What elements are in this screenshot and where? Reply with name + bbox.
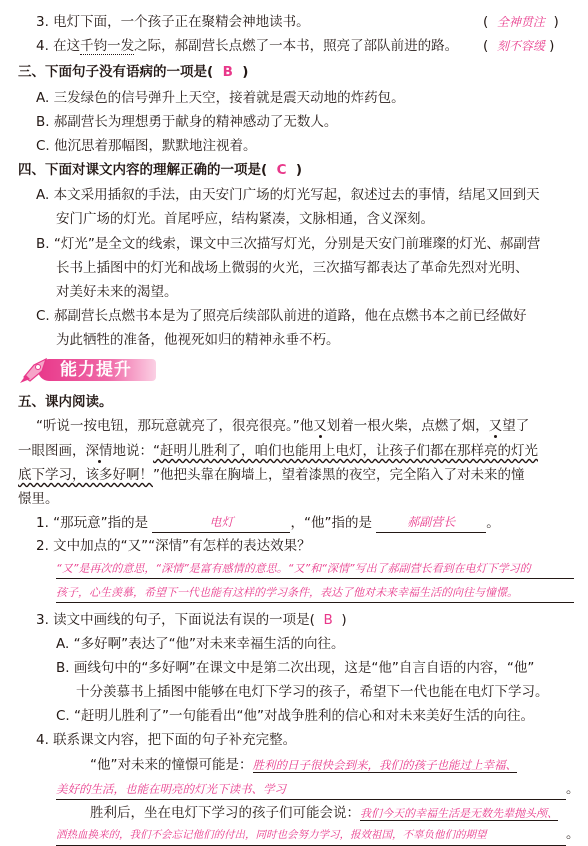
section5-title: 五、课内阅读。 — [18, 394, 113, 410]
q2-answer-line2: 孩子，心生羡慕，希望下一代也能有这样的学习条件，表达了他对未来幸福生活的向往与憧憬。 — [56, 586, 518, 599]
reading-q4: 4. 联系课文内容，把下面的句子补充完整。 — [36, 732, 297, 748]
q4-line4: 洒热血换来的，我们不会忘记他们的付出，同时也会努力学习，报效祖国，不辜负他们的期望 。 — [56, 824, 580, 846]
reading-q3: 3. 读文中画线的句子，下面说法有误的一项是( B ) — [36, 612, 347, 628]
r3-option-c: C. “赶明儿胜利了”一句能看出“他”对战争胜利的信心和对未来美好生活的向往。 — [56, 708, 534, 724]
r3-option-b-line2: 十分羡慕书上插图中能够在电灯下学习的孩子，希望下一代也能在电灯下学习。 — [76, 684, 549, 700]
q4-answer-part2: 美好的生活，也能在明亮的灯光下读书、学习 — [56, 779, 566, 800]
underlined-sentence-part2: 底下学习，该多好啊！ — [18, 467, 153, 483]
r3-option-a: A. “多好啊”表达了“他”对未来幸福生活的向往。 — [56, 636, 345, 652]
passage-line4: 憬里。 — [18, 491, 59, 507]
q4-answer-part1: 胜利的日子很快会到来，我们的孩子也能过上幸福、 — [252, 758, 517, 772]
reading-q1: 1. “那玩意”指的是 电灯 ，“他”指的是 郝副营长 。 — [36, 512, 500, 533]
q4-text: 4. 在这千钧一发之际，郝副营长点燃了一本书，照亮了部队前进的路。 — [36, 38, 459, 54]
marked-you-2: 又 — [488, 418, 503, 434]
passage-line3: 底下学习，该多好啊！”他把头靠在胸墙上，望着漆黑的夜空，完全陷入了对未来的憧 — [18, 467, 525, 483]
q4-line2: 美好的生活，也能在明亮的灯光下读书、学习 。 — [56, 779, 580, 800]
q3-answer-paren: ( 全神贯注 ) — [483, 14, 559, 30]
q3-text: 3. 电灯下面，一个孩子正在聚精会神地读书。 — [36, 14, 310, 30]
answer-line — [56, 602, 574, 603]
q4-answer: 刻不容缓 — [496, 39, 545, 53]
reading-q2: 2. 文中加点的“又”“深情”有怎样的表达效果？ — [36, 538, 311, 554]
passage-line1: “听说一按电钮，那玩意就亮了，很亮很亮。”他又划着一根火柴，点燃了烟，又望了 — [36, 418, 530, 434]
section4-title: 四、下面对课文内容的理解正确的一项是( C ) — [18, 162, 303, 178]
marked-shenqing: 深情 — [85, 443, 113, 459]
q4-answer-part3: 我们今天的幸福生活是无数先辈抛头颅、 — [360, 807, 558, 820]
s4-option-b-line3: 对美好未来的渴望。 — [56, 284, 178, 300]
rocket-icon — [18, 355, 58, 385]
s4-option-a-line1: A. 本文采用插叙的手法，由天安门广场的灯光写起，叙述过去的事情，结尾又回到天 — [36, 187, 540, 203]
section3-answer: B — [222, 64, 233, 80]
q3-reading-answer: B — [323, 612, 333, 628]
s3-option-a: A. 三发绿色的信号弹升上天空，接着就是震天动地的炸药包。 — [36, 90, 405, 106]
q4-line3: 胜利后，坐在电灯下学习的孩子们可能会说：我们今天的幸福生活是无数先辈抛头颅、 — [90, 805, 558, 821]
q1-answer-thing: 电灯 — [209, 515, 234, 529]
q4-answer-part4: 洒热血换来的，我们不会忘记他们的付出，同时也会努力学习，报效祖国，不辜负他们的期望 — [56, 825, 566, 846]
q4-phrase: 千钧一发 — [80, 38, 135, 54]
s3-option-b: B. 郝副营长为理想勇于献身的精神感动了无数人。 — [36, 114, 338, 130]
s4-option-c-line2: 为此牺牲的准备，他视死如归的精神永垂不朽。 — [56, 332, 340, 348]
q1-answer-person: 郝副营长 — [407, 515, 456, 529]
s4-option-a-line2: 安门广场的灯光。首尾呼应，结构紧凑，文脉相通，含义深刻。 — [56, 211, 434, 227]
s3-option-c: C. 他沉思着那幅图，默默地注视着。 — [36, 138, 257, 154]
marked-you-1: 又 — [313, 418, 327, 434]
q2-answer-line1: “又”是再次的意思，“深情”是富有感情的意思。“又”和“深情”写出了郝副营长看到在电灯下学习的 — [56, 562, 531, 575]
section4-answer: C — [276, 162, 287, 178]
ability-banner — [16, 355, 166, 385]
section3-title: 三、下面句子没有语病的一项是( B ) — [18, 64, 249, 80]
q4-line1: “他”对未来的憧憬可能是：胜利的日子很快会到来，我们的孩子也能过上幸福、 — [90, 757, 517, 773]
answer-line — [56, 578, 574, 579]
r3-option-b-line1: B. 画线句中的“多好啊”在课文中是第二次出现，这是“他”自言自语的内容，“他” — [56, 660, 535, 676]
underlined-sentence-part1: “赶明儿胜利了，咱们也能用上电灯，让孩子们都在那样亮的灯光 — [153, 443, 538, 459]
s4-option-b-line2: 长书上插图中的灯光和战场上微弱的火光，三次描写都表达了革命先烈对光明、 — [56, 260, 529, 276]
banner-title: 能力提升 — [60, 360, 132, 380]
q4-answer-paren: ( 刻不容缓 ) — [483, 38, 555, 54]
passage-line2: 一眼图画，深情地说：“赶明儿胜利了，咱们也能用上电灯，让孩子们都在那样亮的灯光 — [18, 443, 538, 459]
q3-answer: 全神贯注 — [496, 15, 545, 29]
s4-option-b-line1: B. “灯光”是全文的线索，课文中三次描写灯光，分别是天安门前璀璨的灯光、郝副营 — [36, 236, 541, 252]
s4-option-c-line1: C. 郝副营长点燃书本是为了照亮后续部队前进的道路，他在点燃书本之前已经做好 — [36, 308, 527, 324]
